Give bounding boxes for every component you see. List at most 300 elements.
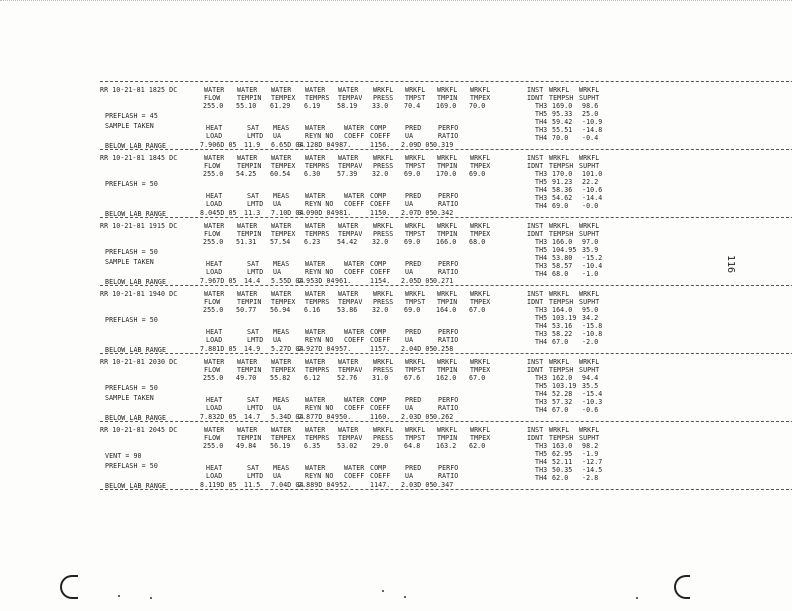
inst-header: WRKFL — [549, 154, 570, 162]
column-header: TMPST — [405, 94, 426, 102]
calc-header: COMP — [370, 192, 387, 200]
inst-id: TH3 — [535, 398, 548, 406]
run-note: BELOW LAB RANGE — [105, 346, 167, 354]
calc-header: SAT — [247, 396, 260, 404]
measured-value: 52.76 — [337, 374, 358, 382]
inst-supht: 22.2 — [582, 178, 599, 186]
calc-header: WATER — [344, 396, 365, 404]
measured-value: 68.0 — [469, 238, 486, 246]
calc-header: WATER — [344, 260, 365, 268]
calc-header: COMP — [370, 464, 387, 472]
inst-supht: -10.8 — [582, 330, 603, 338]
calc-header: LMTD — [247, 404, 264, 412]
calc-value: 5.34D 04 — [271, 413, 304, 421]
measured-value: 55.10 — [236, 102, 257, 110]
calc-header: WATER — [305, 124, 326, 132]
calc-header: UA — [273, 404, 282, 412]
calc-header: COEFF — [370, 404, 391, 412]
inst-supht: -2.8 — [582, 474, 599, 482]
measured-value: 6.19 — [304, 102, 321, 110]
calc-header: PRED — [405, 124, 422, 132]
run-note: PREFLASH = 50 — [105, 384, 158, 392]
calc-header: UA — [405, 472, 414, 480]
measured-value: 255.0 — [203, 306, 224, 314]
inst-id: TH3 — [535, 262, 548, 270]
inst-temp: 67.0 — [552, 338, 569, 346]
column-header: FLOW — [204, 230, 221, 238]
inst-temp: 104.95 — [552, 246, 577, 254]
column-header: TMPST — [405, 162, 426, 170]
column-header: TMPIN — [437, 298, 458, 306]
calc-header: HEAT — [206, 464, 223, 472]
inst-supht: 35.9 — [582, 246, 599, 254]
column-header: WRKFL — [470, 358, 491, 366]
column-header: WRKFL — [373, 154, 394, 162]
calc-value: 5.55D 04 — [271, 277, 304, 285]
inst-temp: 170.0 — [552, 170, 573, 178]
calc-value: 2.953D 04 — [298, 277, 335, 285]
calc-header: REYN NO — [305, 132, 334, 140]
column-header: FLOW — [204, 434, 221, 442]
calc-header: PRED — [405, 192, 422, 200]
calc-value: 0.258 — [433, 345, 454, 353]
measured-value: 6.12 — [304, 374, 321, 382]
calc-header: PRED — [405, 396, 422, 404]
column-header: TMPEX — [470, 366, 491, 374]
run-id: RR 10-21-81 2045 DC — [100, 426, 178, 434]
inst-header: TEMPSH — [549, 162, 574, 170]
measured-value: 56.19 — [270, 442, 291, 450]
inst-header: WRKFL — [579, 86, 600, 94]
run-block — [0, 426, 694, 489]
page-number: 116 — [725, 255, 736, 274]
measured-value: 32.0 — [372, 170, 389, 178]
calc-header: LMTD — [247, 472, 264, 480]
calc-value: 950. — [335, 413, 352, 421]
calc-header: UA — [405, 336, 414, 344]
column-header: TMPIN — [437, 94, 458, 102]
calc-value: 0.342 — [433, 209, 454, 217]
calc-header: PRED — [405, 260, 422, 268]
column-header: WATER — [305, 222, 326, 230]
inst-temp: 67.0 — [552, 406, 569, 414]
calc-header: MEAS — [273, 260, 290, 268]
run-note: VENT = 90 — [105, 452, 142, 460]
inst-header: IDNT — [527, 230, 544, 238]
inst-header: INST — [527, 86, 544, 94]
measured-value: 170.0 — [436, 170, 457, 178]
column-header: WATER — [271, 358, 292, 366]
calc-value: 1147. — [370, 481, 391, 489]
inst-supht: -14.5 — [582, 466, 603, 474]
inst-temp: 103.19 — [552, 314, 577, 322]
measured-value: 51.31 — [236, 238, 257, 246]
column-header: WRKFL — [373, 290, 394, 298]
measured-value: 67.6 — [404, 374, 421, 382]
column-header: WRKFL — [373, 358, 394, 366]
column-header: TEMPIN — [237, 434, 262, 442]
calc-header: UA — [273, 472, 282, 480]
measured-value: 69.0 — [404, 306, 421, 314]
calc-header: COEFF — [344, 200, 365, 208]
inst-supht: 101.0 — [582, 170, 603, 178]
inst-temp: 50.35 — [552, 466, 573, 474]
calc-value: 14.7 — [244, 413, 261, 421]
column-header: TEMPRS — [305, 298, 330, 306]
column-header: WATER — [237, 426, 258, 434]
column-header: WRKFL — [373, 222, 394, 230]
column-header: PRESS — [373, 434, 394, 442]
column-header: TEMPEX — [271, 434, 296, 442]
calc-value: 1154. — [370, 277, 391, 285]
calc-header: UA — [405, 404, 414, 412]
calc-value: 11.3 — [244, 209, 261, 217]
calc-header: COEFF — [344, 132, 365, 140]
run-note: PREFLASH = 50 — [105, 316, 158, 324]
inst-id: TH4 — [535, 254, 548, 262]
calc-value: 3.090D 04 — [298, 209, 335, 217]
calc-header: RATIO — [438, 268, 459, 276]
calc-value: 987. — [335, 141, 352, 149]
calc-header: UA — [405, 132, 414, 140]
measured-value: 57.54 — [270, 238, 291, 246]
measured-value: 53.86 — [337, 306, 358, 314]
inst-supht: -1.0 — [582, 270, 599, 278]
column-header: WRKFL — [470, 426, 491, 434]
calc-header: COEFF — [370, 268, 391, 276]
run-block — [0, 222, 694, 285]
inst-supht: -10.4 — [582, 262, 603, 270]
dashed-separator — [100, 285, 792, 286]
calc-header: PERFO — [438, 260, 459, 268]
calc-header: COMP — [370, 328, 387, 336]
measured-value: 166.0 — [436, 238, 457, 246]
calc-value: 5.27D 04 — [271, 345, 304, 353]
column-header: TEMPIN — [237, 366, 262, 374]
column-header: WRKFL — [470, 290, 491, 298]
calc-value: 2.07D 05 — [401, 209, 434, 217]
inst-header: TEMPSH — [549, 434, 574, 442]
run-note: PREFLASH = 50 — [105, 462, 158, 470]
column-header: WATER — [237, 222, 258, 230]
column-header: PRESS — [373, 366, 394, 374]
calc-header: LMTD — [247, 200, 264, 208]
inst-header: TEMPSH — [549, 94, 574, 102]
column-header: WRKFL — [405, 426, 426, 434]
run-note: PREFLASH = 50 — [105, 180, 158, 188]
column-header: PRESS — [373, 162, 394, 170]
measured-value: 32.0 — [372, 306, 389, 314]
inst-id: TH3 — [535, 102, 548, 110]
inst-temp: 91.23 — [552, 178, 573, 186]
measured-value: 64.8 — [404, 442, 421, 450]
calc-value: 0.347 — [433, 481, 454, 489]
calc-header: RATIO — [438, 336, 459, 344]
calc-header: COMP — [370, 260, 387, 268]
calc-header: HEAT — [206, 192, 223, 200]
measured-value: 61.29 — [270, 102, 291, 110]
calc-value: 957. — [335, 345, 352, 353]
dashed-separator — [100, 81, 792, 82]
column-header: WATER — [237, 86, 258, 94]
inst-id: TH3 — [535, 330, 548, 338]
calc-header: SAT — [247, 464, 260, 472]
column-header: TEMPRS — [305, 230, 330, 238]
inst-id: TH4 — [535, 186, 548, 194]
calc-header: REYN NO — [305, 404, 334, 412]
column-header: TMPEX — [470, 298, 491, 306]
measured-value: 31.0 — [372, 374, 389, 382]
inst-id: TH3 — [535, 194, 548, 202]
measured-value: 32.0 — [372, 238, 389, 246]
column-header: WRKFL — [470, 154, 491, 162]
column-header: WRKFL — [405, 358, 426, 366]
calc-value: 1150. — [370, 209, 391, 217]
column-header: WATER — [305, 86, 326, 94]
column-header: WATER — [204, 358, 225, 366]
inst-temp: 62.0 — [552, 474, 569, 482]
measured-value: 255.0 — [203, 238, 224, 246]
calc-header: WATER — [344, 328, 365, 336]
measured-value: 62.0 — [469, 442, 486, 450]
dashed-separator — [100, 149, 792, 150]
inst-supht: -0.6 — [582, 406, 599, 414]
measured-value: 255.0 — [203, 170, 224, 178]
inst-header: WRKFL — [579, 290, 600, 298]
calc-header: WATER — [305, 464, 326, 472]
column-header: WATER — [204, 290, 225, 298]
inst-temp: 68.0 — [552, 270, 569, 278]
inst-header: IDNT — [527, 162, 544, 170]
measured-value: 57.39 — [337, 170, 358, 178]
inst-header: TEMPSH — [549, 230, 574, 238]
calc-header: HEAT — [206, 396, 223, 404]
inst-header: SUPHT — [579, 366, 600, 374]
calc-header: HEAT — [206, 328, 223, 336]
inst-temp: 103.19 — [552, 382, 577, 390]
inst-temp: 59.42 — [552, 118, 573, 126]
calc-value: 7.881D 05 — [200, 345, 237, 353]
inst-id: TH3 — [535, 306, 548, 314]
column-header: TEMPRS — [305, 366, 330, 374]
inst-temp: 169.0 — [552, 102, 573, 110]
inst-header: SUPHT — [579, 230, 600, 238]
inst-id: TH5 — [535, 450, 548, 458]
run-id: RR 10-21-81 1825 DC — [100, 86, 178, 94]
inst-header: IDNT — [527, 94, 544, 102]
calc-value: 952. — [335, 481, 352, 489]
inst-id: TH4 — [535, 458, 548, 466]
column-header: TEMPAV — [338, 94, 363, 102]
calc-header: LOAD — [206, 336, 223, 344]
calc-value: 7.967D 05 — [200, 277, 237, 285]
run-id: RR 10-21-81 2030 DC — [100, 358, 178, 366]
calc-value: 8.119D 05 — [200, 481, 237, 489]
measured-value: 58.19 — [337, 102, 358, 110]
inst-id: TH4 — [535, 134, 548, 142]
column-header: TMPIN — [437, 230, 458, 238]
inst-temp: 58.36 — [552, 186, 573, 194]
measured-value: 60.54 — [270, 170, 291, 178]
column-header: TMPST — [405, 434, 426, 442]
calc-header: LMTD — [247, 336, 264, 344]
calc-header: MEAS — [273, 124, 290, 132]
inst-header: IDNT — [527, 366, 544, 374]
column-header: WATER — [338, 290, 359, 298]
calc-value: 2.05D 05 — [401, 277, 434, 285]
measured-value: 67.0 — [469, 306, 486, 314]
calc-header: MEAS — [273, 192, 290, 200]
run-block — [0, 86, 694, 149]
column-header: WATER — [204, 86, 225, 94]
inst-temp: 163.0 — [552, 442, 573, 450]
inst-header: WRKFL — [579, 426, 600, 434]
run-note: BELOW LAB RANGE — [105, 278, 167, 286]
dashed-separator — [100, 217, 792, 218]
measured-value: 53.02 — [337, 442, 358, 450]
calc-header: COMP — [370, 396, 387, 404]
column-header: WATER — [271, 222, 292, 230]
calc-header: WATER — [344, 192, 365, 200]
calc-header: REYN NO — [305, 472, 334, 480]
measured-value: 54.25 — [236, 170, 257, 178]
inst-id: TH3 — [535, 238, 548, 246]
measured-value: 69.0 — [404, 238, 421, 246]
inst-supht: -15.4 — [582, 390, 603, 398]
inst-id: TH3 — [535, 170, 548, 178]
inst-temp: 58.22 — [552, 330, 573, 338]
inst-header: INST — [527, 358, 544, 366]
column-header: WATER — [271, 426, 292, 434]
column-header: WATER — [271, 290, 292, 298]
inst-supht: 34.2 — [582, 314, 599, 322]
calc-header: WATER — [344, 124, 365, 132]
inst-id: TH4 — [535, 270, 548, 278]
column-header: TMPIN — [437, 434, 458, 442]
column-header: WATER — [237, 358, 258, 366]
run-id: RR 10-21-81 1845 DC — [100, 154, 178, 162]
column-header: WRKFL — [470, 86, 491, 94]
column-header: TEMPEX — [271, 366, 296, 374]
run-note: BELOW LAB RANGE — [105, 142, 167, 150]
inst-supht: -12.7 — [582, 458, 603, 466]
inst-id: TH4 — [535, 118, 548, 126]
column-header: TMPIN — [437, 162, 458, 170]
measured-value: 6.23 — [304, 238, 321, 246]
calc-header: REYN NO — [305, 200, 334, 208]
column-header: TMPIN — [437, 366, 458, 374]
calc-value: 2.877D 04 — [298, 413, 335, 421]
run-note: PREFLASH = 45 — [105, 112, 158, 120]
calc-value: 11.5 — [244, 481, 261, 489]
calc-header: PERFO — [438, 464, 459, 472]
measured-value: 49.70 — [236, 374, 257, 382]
column-header: WRKFL — [437, 358, 458, 366]
calc-value: 7.04D 04 — [271, 481, 304, 489]
column-header: TEMPRS — [305, 434, 330, 442]
column-header: TEMPAV — [338, 434, 363, 442]
column-header: TMPEX — [470, 94, 491, 102]
calc-header: COEFF — [370, 472, 391, 480]
column-header: WRKFL — [405, 154, 426, 162]
calc-value: 2.927D 04 — [298, 345, 335, 353]
inst-id: TH4 — [535, 474, 548, 482]
run-note: SAMPLE TAKEN — [105, 394, 154, 402]
column-header: WRKFL — [437, 222, 458, 230]
calc-value: 8.045D 05 — [200, 209, 237, 217]
inst-id: TH5 — [535, 246, 548, 254]
inst-temp: 162.0 — [552, 374, 573, 382]
column-header: WATER — [271, 86, 292, 94]
column-header: PRESS — [373, 94, 394, 102]
inst-temp: 62.95 — [552, 450, 573, 458]
inst-temp: 70.0 — [552, 134, 569, 142]
measured-value: 29.0 — [372, 442, 389, 450]
column-header: WATER — [305, 358, 326, 366]
calc-header: SAT — [247, 192, 260, 200]
calc-header: COEFF — [344, 336, 365, 344]
inst-temp: 166.0 — [552, 238, 573, 246]
inst-header: IDNT — [527, 298, 544, 306]
calc-header: PERFO — [438, 192, 459, 200]
inst-id: TH4 — [535, 202, 548, 210]
calc-header: COEFF — [370, 336, 391, 344]
calc-value: 14.9 — [244, 345, 261, 353]
column-header: WATER — [305, 154, 326, 162]
inst-header: TEMPSH — [549, 298, 574, 306]
measured-value: 169.0 — [436, 102, 457, 110]
column-header: TMPEX — [470, 434, 491, 442]
column-header: WATER — [305, 290, 326, 298]
column-header: TEMPIN — [237, 94, 262, 102]
calc-header: LOAD — [206, 472, 223, 480]
calc-header: REYN NO — [305, 336, 334, 344]
column-header: WATER — [204, 222, 225, 230]
measured-value: 70.4 — [404, 102, 421, 110]
column-header: TEMPIN — [237, 230, 262, 238]
column-header: WATER — [338, 426, 359, 434]
inst-id: TH4 — [535, 338, 548, 346]
run-block — [0, 358, 694, 421]
inst-supht: -0.4 — [582, 134, 599, 142]
calc-header: COEFF — [344, 404, 365, 412]
measured-value: 255.0 — [203, 442, 224, 450]
column-header: WATER — [305, 426, 326, 434]
run-id: RR 10-21-81 1940 DC — [100, 290, 178, 298]
inst-id: TH3 — [535, 126, 548, 134]
measured-value: 55.82 — [270, 374, 291, 382]
calc-header: MEAS — [273, 464, 290, 472]
inst-supht: 25.0 — [582, 110, 599, 118]
inst-supht: -14.4 — [582, 194, 603, 202]
inst-supht: 35.5 — [582, 382, 599, 390]
inst-temp: 52.11 — [552, 458, 573, 466]
inst-header: INST — [527, 290, 544, 298]
speck — [404, 596, 406, 598]
calc-header: LMTD — [247, 132, 264, 140]
calc-header: SAT — [247, 328, 260, 336]
calc-header: UA — [273, 336, 282, 344]
calc-value: 981. — [335, 209, 352, 217]
calc-header: LOAD — [206, 200, 223, 208]
calc-value: 0.262 — [433, 413, 454, 421]
calc-value: 2.03D 05 — [401, 481, 434, 489]
run-note: BELOW LAB RANGE — [105, 414, 167, 422]
inst-header: WRKFL — [579, 154, 600, 162]
run-note: BELOW LAB RANGE — [105, 482, 167, 490]
calc-header: SAT — [247, 124, 260, 132]
speck — [382, 590, 384, 592]
